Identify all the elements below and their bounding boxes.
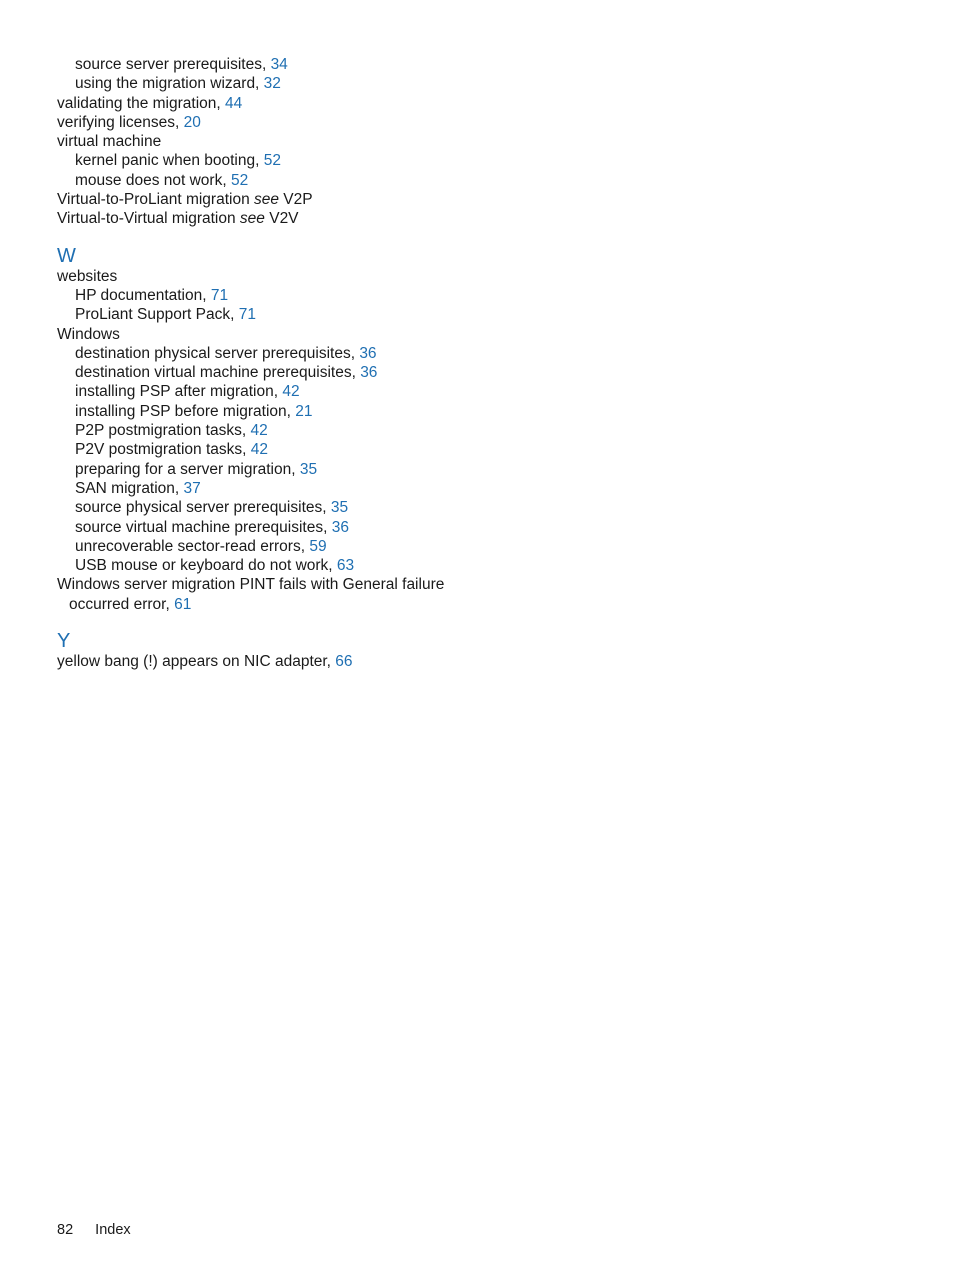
index-entry: USB mouse or keyboard do not work, 63 — [75, 557, 355, 575]
page-link[interactable]: 20 — [183, 113, 201, 131]
page-link[interactable]: 35 — [299, 460, 318, 478]
page-link[interactable]: 71 — [238, 306, 256, 324]
see-target: V2P — [279, 191, 313, 209]
page-link[interactable]: 36 — [360, 364, 378, 382]
index-entry: installing PSP after migration, 42 — [75, 383, 300, 401]
index-column — [57, 55, 517, 671]
index-entry: P2V postmigration tasks, 42 — [75, 441, 268, 459]
page-footer — [57, 1222, 131, 1238]
index-entry: using the migration wizard, 32 — [75, 75, 281, 93]
page-link[interactable]: 59 — [309, 537, 327, 555]
page-link[interactable]: 42 — [250, 441, 268, 459]
index-entry: virtual machine — [57, 133, 162, 151]
index-entry: P2P postmigration tasks, 42 — [75, 422, 268, 440]
page-link[interactable]: 34 — [270, 56, 288, 73]
index-entry: verifying licenses, 20 — [57, 113, 201, 131]
page-link[interactable]: 42 — [250, 422, 268, 440]
section-letter-y: Y — [57, 630, 71, 653]
index-entry: destination physical server prerequisites, 36 — [75, 344, 377, 362]
index-entry: HP documentation, 71 — [75, 286, 229, 304]
page-link[interactable]: 66 — [335, 653, 353, 671]
page-link[interactable]: 52 — [230, 171, 249, 189]
page-link[interactable]: 32 — [263, 75, 281, 93]
index-entry: validating the migration, 44 — [57, 94, 243, 112]
index-entry: Virtual-to-ProLiant migration see V2P — [57, 191, 313, 209]
section-letter-w: W — [57, 244, 76, 267]
page-link[interactable]: 71 — [210, 286, 229, 304]
index-entry: destination virtual machine prerequisites, 36 — [75, 364, 378, 382]
page-number: 82 — [57, 1222, 74, 1238]
index-entry: source server prerequisites, 34 — [75, 56, 288, 73]
index-entry: unrecoverable sector-read errors, 59 — [75, 537, 327, 555]
index-entry: ProLiant Support Pack, 71 — [75, 306, 256, 324]
index-entry: Virtual-to-Virtual migration see V2V — [57, 210, 299, 228]
page-link[interactable]: 52 — [263, 152, 281, 170]
footer-section-title: Index — [95, 1222, 131, 1238]
page-link[interactable]: 36 — [331, 518, 349, 536]
see-reference: see — [239, 210, 265, 228]
see-reference: see — [254, 191, 279, 209]
index-entry: yellow bang (!) appears on NIC adapter, 66 — [57, 653, 353, 671]
index-entry-continuation: occurred error, 61 — [69, 595, 192, 613]
index-entry: mouse does not work, 52 — [75, 171, 249, 189]
page-link[interactable]: 61 — [174, 595, 192, 613]
index-entry: source virtual machine prerequisites, 36 — [75, 518, 349, 536]
index-entry: installing PSP before migration, 21 — [75, 402, 313, 420]
index-entry: source physical server prerequisites, 35 — [75, 499, 349, 517]
see-target: V2V — [264, 210, 299, 228]
index-entry: websites — [57, 267, 118, 285]
index-entry: kernel panic when booting, 52 — [75, 152, 281, 170]
index-entry: Windows — [57, 325, 120, 343]
page-link[interactable]: 21 — [295, 402, 313, 420]
page-link[interactable]: 44 — [225, 94, 243, 112]
index-entry: Windows server migration PINT fails with General failure — [57, 576, 445, 594]
page-link[interactable]: 36 — [359, 344, 377, 362]
page-link[interactable]: 37 — [183, 479, 201, 497]
index-entry: preparing for a server migration, 35 — [75, 460, 318, 478]
page-link[interactable]: 63 — [336, 557, 355, 575]
index-entry: SAN migration, 37 — [75, 479, 201, 497]
page-link[interactable]: 35 — [330, 499, 349, 517]
page-link[interactable]: 42 — [282, 383, 300, 401]
